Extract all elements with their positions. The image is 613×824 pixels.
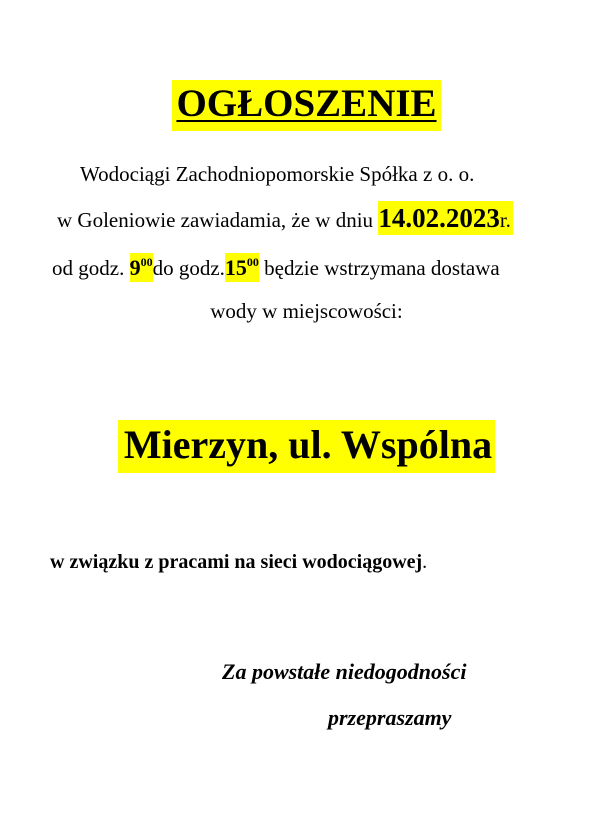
from-minutes: 00 bbox=[140, 255, 153, 269]
outage-date-suffix: r. bbox=[499, 208, 511, 232]
reason-period: . bbox=[422, 551, 428, 573]
stop-text: będzie wstrzymana dostawa bbox=[258, 256, 500, 280]
from-label: od godz. bbox=[52, 256, 130, 280]
apology-line-1: Za powstałe niedogodności bbox=[222, 659, 467, 684]
to-time bbox=[225, 253, 259, 282]
to-hour: 15 bbox=[224, 255, 247, 280]
notice-prefix: w Goleniowie zawiadamia, że w dniu bbox=[57, 208, 379, 232]
to-minutes: 00 bbox=[246, 255, 259, 269]
outage-date bbox=[378, 201, 513, 235]
location-name: Mierzyn, ul. Wspólna bbox=[118, 420, 495, 473]
outage-date-value: 14.02.2023 bbox=[378, 203, 500, 233]
title-block bbox=[0, 80, 613, 128]
to-label: do godz. bbox=[152, 256, 225, 280]
company-line: Wodociągi Zachodniopomorskie Spółka z o. o. bbox=[80, 162, 475, 186]
from-hour: 9 bbox=[129, 255, 141, 280]
location-block bbox=[0, 419, 613, 471]
apology-line-2: przepraszamy bbox=[328, 705, 452, 730]
locality-line: wody w miejscowości: bbox=[210, 299, 403, 323]
reason-line bbox=[50, 548, 427, 576]
hours-line bbox=[52, 254, 500, 282]
page-title: OGŁOSZENIE bbox=[172, 80, 440, 131]
reason-text: w związku z pracami na sieci wodociągowej bbox=[50, 551, 423, 573]
from-time bbox=[130, 253, 153, 282]
notice-line bbox=[57, 204, 513, 234]
